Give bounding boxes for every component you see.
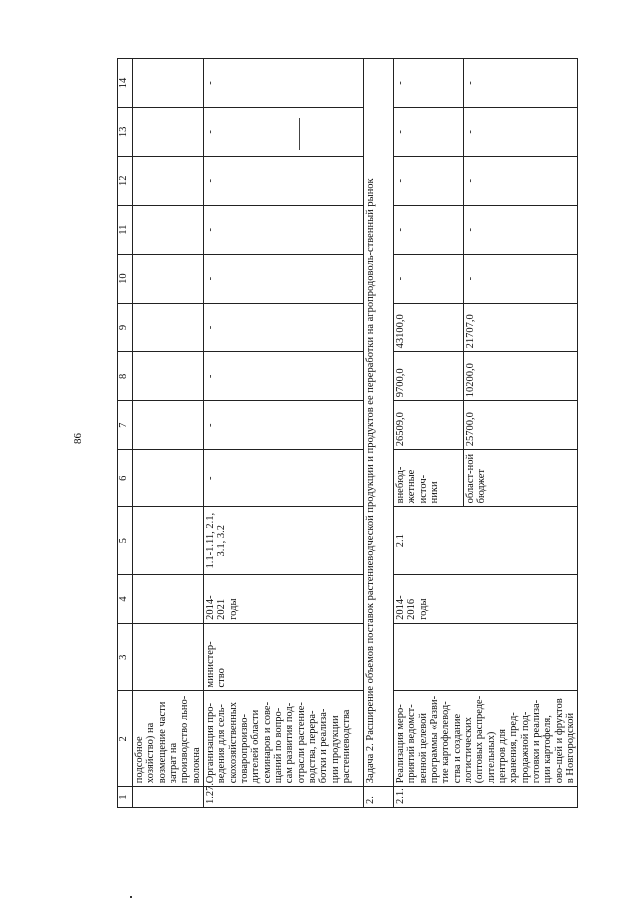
rotated-table-wrapper [117, 58, 576, 808]
value-2015: 10200,0 [463, 352, 577, 401]
value-2015: 9700,0 [393, 352, 463, 401]
col-number: 9 [118, 303, 133, 352]
table-row-1-27 [203, 59, 363, 808]
executor: министер-ство [203, 623, 363, 691]
table-row-continuation [133, 59, 204, 808]
row-number: 2.1. [393, 787, 577, 808]
col-number: 8 [118, 352, 133, 401]
column-number-row [118, 59, 133, 808]
target-indicators: 2.1 [393, 507, 577, 575]
row-number: 2. [363, 787, 393, 808]
period: 2014-2021 годы [203, 575, 363, 624]
col-number: 6 [118, 450, 133, 507]
value-2018: - [393, 205, 463, 254]
table-row-2-1-a [393, 59, 463, 808]
value-2017: - [463, 254, 577, 303]
activity-name: подсобное хозяйство) на возмещение части затрат на производство льно-волокна [133, 691, 204, 787]
activity-name: Реализация меро-приятий ведомст-венной целевой программы «Разви-тие картофелевод-ства и создание логистических (оптовых распреде-лительных) центров для хранения, пред-продажной под-готовки и реализа-ции картофеля, ово-щей и фруктов в Новгородской [393, 691, 577, 787]
col-number: 12 [118, 156, 133, 205]
activity-name: Организация про-ведения для сель-скохозяйственных товаропроизво-дителей области семинаров и сове-щаний по вопро-сам развития под-отрасли растение-водства, перера-ботки и реализа-ции продукции растениеводства [203, 691, 363, 787]
value-2019: - [203, 156, 363, 205]
scan-speck [130, 896, 132, 898]
value-2021: - [393, 59, 463, 108]
col-number: 4 [118, 575, 133, 624]
value-2020: - [463, 107, 577, 156]
row-number [133, 787, 204, 808]
target-indicators: 1.1-1.11, 2.1, 3.1, 3.2 [203, 507, 363, 575]
value-2017: - [203, 254, 363, 303]
value-2016: - [203, 303, 363, 352]
value-2021: - [203, 59, 363, 108]
col-number: 3 [118, 623, 133, 691]
value-2018: - [203, 205, 363, 254]
period: 2014-2016 годы [393, 575, 577, 624]
value-2015: - [203, 352, 363, 401]
value-2018: - [463, 205, 577, 254]
executor [393, 623, 577, 691]
value-2016: 43100,0 [393, 303, 463, 352]
col-number: 13 [118, 107, 133, 156]
col-number: 11 [118, 205, 133, 254]
scan-mark [299, 118, 300, 150]
program-table [117, 58, 578, 808]
col-number: 2 [118, 691, 133, 787]
col-number: 5 [118, 507, 133, 575]
funding-source: внебюд-жетные источ-ники [393, 450, 463, 507]
value-2014: - [203, 401, 363, 450]
value-2017: - [393, 254, 463, 303]
task-heading: Задача 2. Расширение объемов поставок растениеводческой продукции и продуктов ее переработки на агропродоволь-ственный рынок [363, 59, 393, 787]
value-2020: - [393, 107, 463, 156]
col-number: 10 [118, 254, 133, 303]
funding-source: - [203, 450, 363, 507]
col-number: 14 [118, 59, 133, 108]
col-number: 7 [118, 401, 133, 450]
value-2019: - [393, 156, 463, 205]
value-2019: - [463, 156, 577, 205]
value-2016: 21707,0 [463, 303, 577, 352]
col-number: 1 [118, 787, 133, 808]
row-number: 1.27. [203, 787, 363, 808]
task-2-row [363, 59, 393, 808]
value-2014: 25700,0 [463, 401, 577, 450]
value-2021: - [463, 59, 577, 108]
value-2020: - [203, 107, 363, 156]
funding-source: област-ной бюджет [463, 450, 577, 507]
page-number: 86 [72, 433, 84, 444]
value-2014: 26509,0 [393, 401, 463, 450]
